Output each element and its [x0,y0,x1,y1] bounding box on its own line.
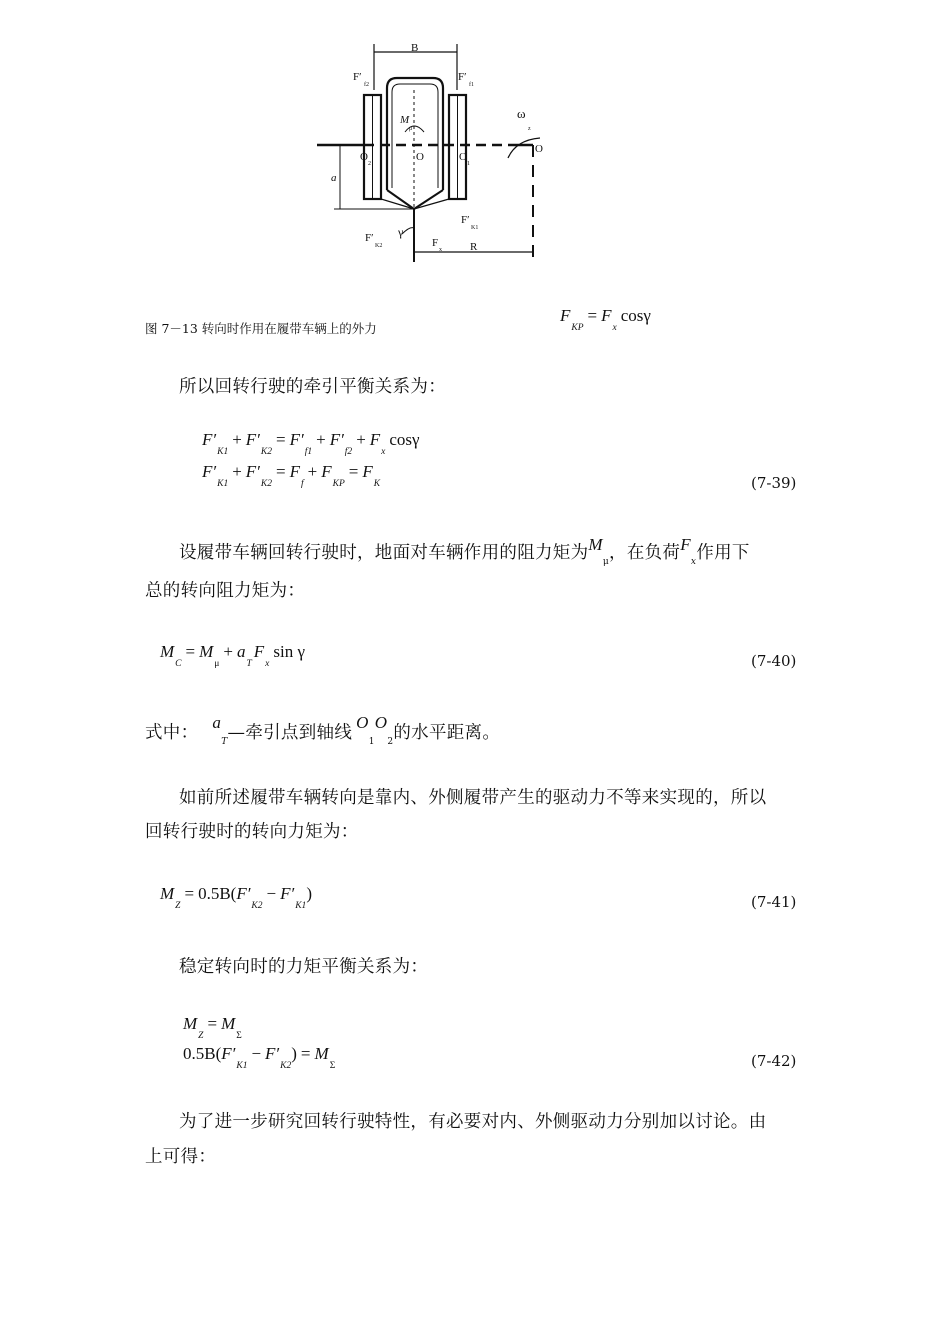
hitch-left-link [381,199,414,209]
paragraph-resistance-moment-cont: 总的转向阻力矩为： [145,581,306,601]
label-fk2: F′ [365,232,374,244]
label-b: B [411,42,419,54]
label-fk2-sub: K2 [375,243,383,249]
label-r: R [470,241,478,253]
label-fk1: F′ [461,214,470,226]
equation-number-40: (7-40) [751,652,797,670]
vehicle-body-inner [392,84,438,188]
label-o1-sub: 1 [467,161,470,167]
equation-number-42: (7-42) [751,1052,797,1070]
label-ff2-sub: f2 [364,82,369,88]
figure-caption: 图 7－13 转向时作用在履带车辆上的外力 [145,321,377,336]
equation-39-line2: $F'_{K1}+ F'_{K2}= F_f+ F_{KP}= F_K$ [202,462,381,489]
hitch-right-link [414,199,449,209]
paragraph-traction-balance: 所以回转行驶的牵引平衡关系为： [179,377,446,397]
label-o: O [416,151,424,163]
label-o2: O [360,151,368,163]
paragraph-further-study-cont: 上可得： [145,1147,217,1167]
label-ff1-sub: f1 [469,82,474,88]
equation-42-line1: $M_Z= M_\Sigma$ [183,1014,242,1041]
equation-41: $M_Z= 0.5B(F'_{K2}- F'_{K1})$ [160,884,312,911]
label-o1: O [459,151,467,163]
label-o2-sub: 2 [368,161,371,167]
hitch-v [387,190,443,209]
vehicle-body [387,78,443,190]
equation-number-39: (7-39) [751,474,797,492]
label-ff2: F′ [353,71,362,83]
paragraph-where: 式中：$a_T—$牵引点到轴线$O_1O_2$的水平距离。 [145,713,501,747]
equation-42-line2: $0.5B(F'_{K1}- F'_{K2}) = M_\Sigma$ [183,1044,336,1071]
label-fx-sub: x [439,247,442,253]
paragraph-steering-moment: 如前所述履带车辆转向是靠内、外侧履带产生的驱动力不等来实现的，所以 [179,788,767,808]
paragraph-steering-moment-cont: 回转行驶时的转向力矩为： [145,822,359,842]
label-o-right: O [535,143,543,155]
equation-number-41: (7-41) [751,893,797,911]
label-omega-sub: z [528,126,531,132]
label-fk1-sub: K1 [471,225,479,231]
label-mmu-sub: μ [409,126,413,132]
label-mmu: M [400,114,410,126]
label-fx: F [432,237,439,249]
label-ff1: F′ [458,71,467,83]
label-a: a [331,172,337,184]
label-omega: ω [517,106,526,121]
paragraph-moment-balance: 稳定转向时的力矩平衡关系为： [179,957,429,977]
label-gamma: γ [398,225,404,239]
gamma-arc [402,228,414,234]
vehicle-turning-diagram [0,0,950,280]
equation-fkp: $F_{KP}= F_x\cos\gamma$ [560,306,651,333]
equation-40: $M_C= M_\mu+ a_TF_x\sin$ γ [160,642,305,669]
paragraph-further-study: 为了进一步研究回转行驶特性，有必要对内、外侧驱动力分别加以讨论。由 [179,1112,767,1132]
paragraph-resistance-moment: 设履带车辆回转行驶时，地面对车辆作用的阻力矩为$M_\mu$，在负荷$F_x$作用下 [179,535,750,567]
equation-39-line1: $F'_{K1}+ F'_{K2}= F'_{f1}+ F'_{f2}+ F_x\cos\gamma$ [202,430,420,457]
